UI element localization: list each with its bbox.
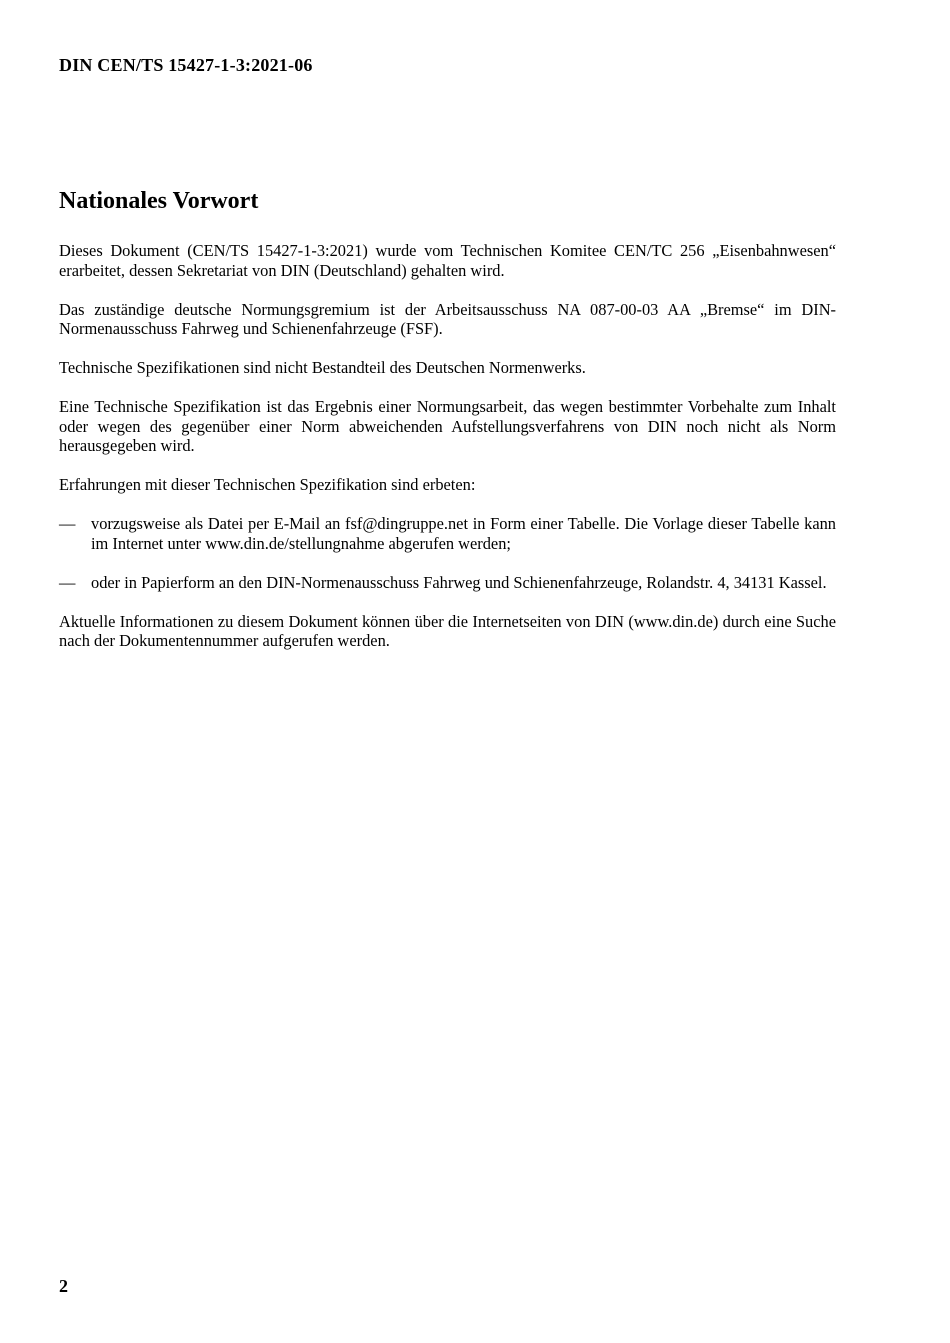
list-item: [59, 573, 836, 593]
document-id-header: DIN CEN/TS 15427-1-3:2021-06: [59, 55, 313, 75]
paragraph-committee: Dieses Dokument (CEN/TS 15427-1-3:2021) wurde vom Technischen Komitee CEN/TC 256 „Eisenbahnwesen“ erarbeitet, dessen Sekretariat von DIN (Deutschland) gehalten wird.: [59, 241, 836, 280]
page-number: 2: [59, 1276, 68, 1296]
paragraph-technical-specification: Eine Technische Spezifikation ist das Ergebnis einer Normungsarbeit, das wegen bestimmter Vorbehalte zum Inhalt oder wegen des gegenüber einer Norm abweichenden Aufstellungsverfahrens von DIN noch nicht als Norm herausgegeben wird.: [59, 397, 836, 455]
paragraph-feedback-request: Erfahrungen mit dieser Technischen Spezifikation sind erbeten:: [59, 475, 476, 494]
paragraph-national-body: Das zuständige deutsche Normungsgremium ist der Arbeitsausschuss NA 087-00-03 AA „Bremse“ im DIN-Normenausschuss Fahrweg und Schienenfahrzeuge (FSF).: [59, 299, 836, 338]
list-item: [59, 514, 836, 553]
list-item-text: vorzugsweise als Datei per E-Mail an fsf@dingruppe.net in Form einer Tabelle. Die Vorlage dieser Tabelle kann im Internet unter www.din.de/stellungnahme abgerufen werden;: [91, 514, 836, 553]
paragraph-current-information: Aktuelle Informationen zu diesem Dokument können über die Internetseiten von DIN (www.din.de) durch eine Suche nach der Dokumentennummer aufgerufen werden.: [59, 611, 836, 650]
list-item-text: oder in Papierform an den DIN-Normenausschuss Fahrweg und Schienenfahrzeuge, Rolandstr. 4, 34131 Kassel.: [91, 572, 827, 592]
list-dash-marker: —: [59, 572, 76, 592]
feedback-options-list: [59, 514, 836, 592]
section-title: Nationales Vorwort: [59, 188, 259, 214]
section-body: [59, 241, 836, 670]
list-dash-marker: —: [59, 514, 76, 533]
paragraph-not-part-of-standards: Technische Spezifikationen sind nicht Bestandteil des Deutschen Normenwerks.: [59, 358, 586, 377]
